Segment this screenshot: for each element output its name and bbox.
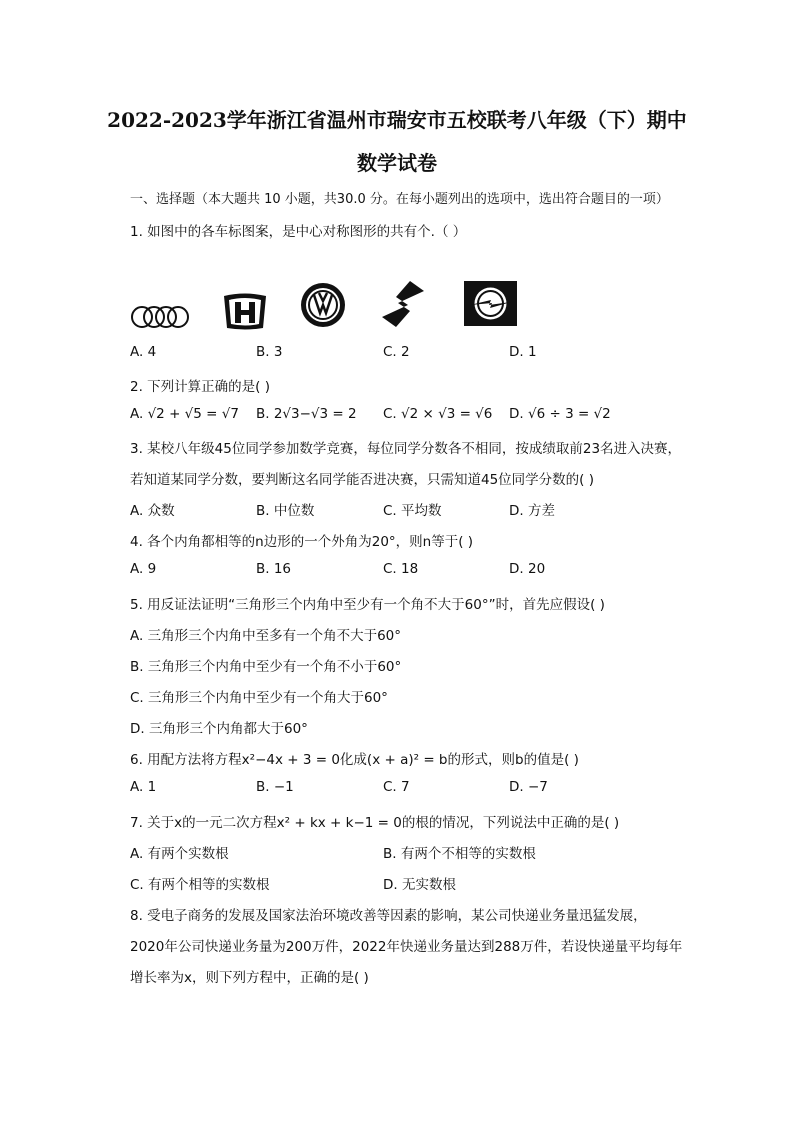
q7-option-a: A. 有两个实数根 — [130, 846, 229, 862]
q7-option-c: C. 有两个相等的实数根 — [130, 877, 270, 893]
section-heading: 一、选择题（本大题共 10 小题，共30.0 分。在每小题列出的选项中，选出符合题目的一项） — [130, 192, 669, 207]
q3-option-b: B. 中位数 — [256, 503, 315, 519]
honda-h-icon — [220, 290, 270, 336]
q1-stem: 1. 如图中的各车标图案，是中心对称图形的共有个.（ ） — [130, 224, 467, 240]
q5-option-d: D. 三角形三个内角都大于60° — [130, 721, 308, 737]
suzuki-s-icon — [380, 279, 426, 333]
q3-stem-line-2: 若知道某同学分数，要判断这名同学能否进决赛，只需知道45位同学分数的( ) — [130, 472, 595, 488]
q5-option-b: B. 三角形三个内角中至少有一个角不小于60° — [130, 659, 402, 675]
q6-stem: 6. 用配方法将方程x²−4x + 3 = 0化成(x + a)² = b的形式，则b的值是( ) — [130, 752, 579, 768]
title-line-2: 数学试卷 — [357, 151, 437, 175]
q7-option-b: B. 有两个不相等的实数根 — [383, 846, 536, 862]
q5-stem: 5. 用反证法证明“三角形三个内角中至少有一个角不大于60°”时，首先应假设( ) — [130, 597, 605, 613]
q7-option-d: D. 无实数根 — [383, 877, 456, 893]
q1-option-d: D. 1 — [509, 344, 537, 360]
q1-option-b: B. 3 — [256, 344, 283, 360]
q4-option-a: A. 9 — [130, 561, 157, 577]
q8-stem-line-2: 2020年公司快递业务量为200万件，2022年快递业务量达到288万件，若设快递量平均每年 — [130, 939, 683, 955]
q5-option-a: A. 三角形三个内角中至多有一个角不大于60° — [130, 628, 402, 644]
q2-option-d: D. √6 ÷ 3 = √2 — [509, 406, 611, 422]
q4-stem: 4. 各个内角都相等的n边形的一个外角为20°，则n等于( ) — [130, 534, 474, 550]
q6-option-d: D. −7 — [509, 779, 548, 795]
q6-option-c: C. 7 — [383, 779, 410, 795]
q1-option-a: A. 4 — [130, 344, 157, 360]
q8-stem-line-1: 8. 受电子商务的发展及国家法治环境改善等因素的影响，某公司快递业务量迅猛发展， — [130, 908, 647, 924]
q4-option-d: D. 20 — [509, 561, 546, 577]
q4-option-b: B. 16 — [256, 561, 292, 577]
q3-option-a: A. 众数 — [130, 503, 175, 519]
audi-rings-icon — [130, 298, 192, 336]
q8-stem-line-3: 增长率为x，则下列方程中，正确的是( ) — [130, 970, 369, 986]
q5-option-c: C. 三角形三个内角中至少有一个角大于60° — [130, 690, 388, 706]
title-line-1: 2022-2023学年浙江省温州市瑞安市五校联考八年级（下）期中 — [107, 108, 687, 132]
volkswagen-icon — [299, 281, 347, 333]
q2-stem: 2. 下列计算正确的是( ) — [130, 379, 270, 395]
q7-stem: 7. 关于x的一元二次方程x² + kx + k−1 = 0的根的情况，下列说法中正确的是( ) — [130, 815, 620, 831]
q2-option-b: B. 2√3−√3 = 2 — [256, 406, 357, 422]
opel-bolt-icon — [464, 281, 517, 330]
q4-option-c: C. 18 — [383, 561, 419, 577]
q3-option-c: C. 平均数 — [383, 503, 442, 519]
q6-option-b: B. −1 — [256, 779, 294, 795]
q2-option-c: C. √2 × √3 = √6 — [383, 406, 493, 422]
q2-option-a: A. √2 + √5 = √7 — [130, 406, 239, 422]
q3-stem-line-1: 3. 某校八年级45位同学参加数学竞赛，每位同学分数各不相同，按成绩取前23名进入决赛， — [130, 441, 682, 457]
q6-option-a: A. 1 — [130, 779, 157, 795]
q3-option-d: D. 方差 — [509, 503, 555, 519]
q1-option-c: C. 2 — [383, 344, 410, 360]
